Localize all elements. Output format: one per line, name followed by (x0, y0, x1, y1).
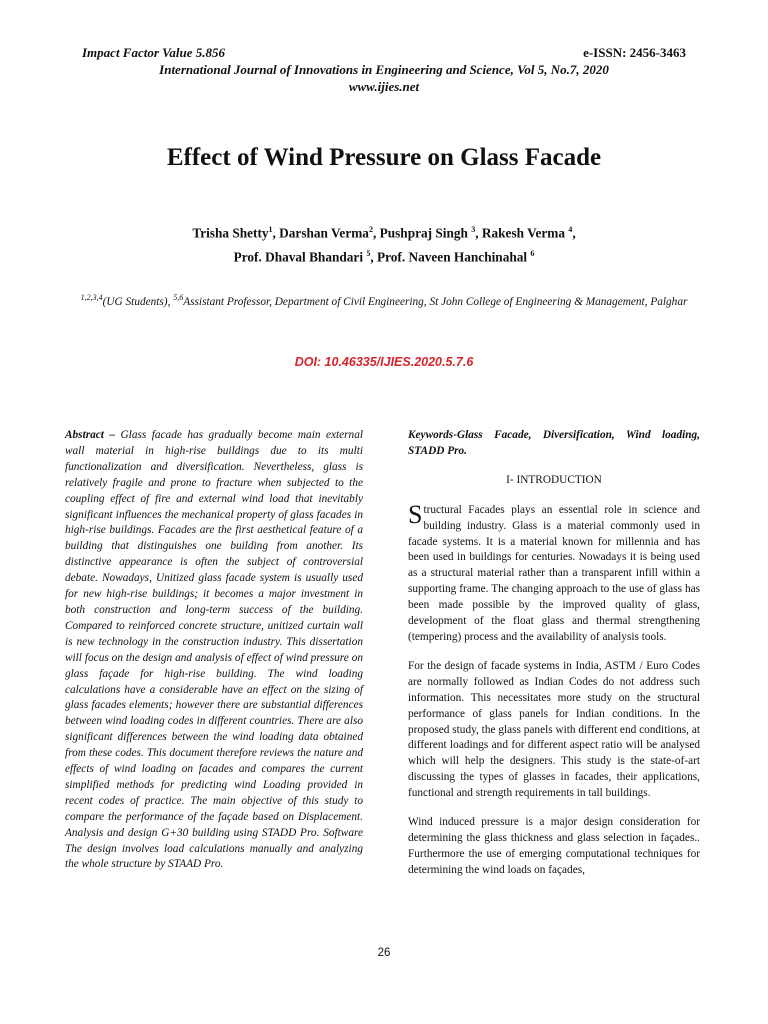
intro-paragraph: For the design of facade systems in India, ASTM / Euro Codes are normally followed as Indian Codes do not address such information. This necessitates more study on the structural performance of glass panels for Indian conditions. In the proposed study, the glass panels with different end conditions, at different loadings and for different aspect ratio will be analysed which will help the designers. This study is the state-of-art discussing the types of glasses in facades, their applications, functional and strength requirements in tall buildings. (408, 659, 700, 800)
author-name: , Prof. Naveen Hanchinahal (370, 249, 531, 265)
author-separator: , (572, 225, 576, 241)
author-superscript: 4 (568, 225, 573, 234)
journal-header (82, 44, 686, 95)
affiliation (60, 290, 708, 310)
affiliation-superscript: 1,2,3,4 (80, 293, 103, 302)
doi-link[interactable]: DOI: 10.46335/IJIES.2020.5.7.6 (294, 355, 474, 369)
author-name: , Rakesh Verma (475, 225, 569, 241)
section-heading: I- INTRODUCTION (506, 473, 602, 486)
affiliation-text: Assistant Professor, Department of Civil Engineering, St John College of Engineering & Management, Palghar (183, 295, 688, 308)
author-superscript: 3 (471, 225, 476, 234)
author-superscript: 2 (368, 225, 373, 234)
page-number: 26 (377, 947, 391, 959)
author-superscript: 6 (530, 249, 535, 259)
intro-paragraph: Wind induced pressure is a major design consideration for determining the glass thickness and glass selection in façades.. Furthermore the use of emerging computational techniques for determining the wind loads on façades, (408, 816, 700, 876)
abstract-label: Abstract – (65, 429, 116, 441)
author-superscript: 5 (366, 249, 371, 259)
author-name: Trisha Shetty (192, 225, 269, 241)
paper-title: Effect of Wind Pressure on Glass Facade (166, 144, 602, 171)
author-name: , Pushpraj Singh (372, 225, 472, 241)
abstract (65, 428, 363, 873)
journal-name: International Journal of Innovations in Engineering and Science, Vol 5, No.7, 2020 (159, 62, 609, 77)
impact-factor: Impact Factor Value 5.856 (82, 45, 226, 60)
issn: e-ISSN: 2456-3463 (583, 45, 686, 60)
author-list (60, 219, 708, 268)
author-name: Prof. Dhaval Bhandari (233, 249, 367, 265)
intro-paragraph-text: tructural Facades plays an essential role in science and building industry. Glass is a material commonly used in facade systems. It is a material known for millennia and has been used in buildings for centuries. Nowadays it is being used as a structural material rather than a transparent infill within a supporting frame. The changing approach to the use of glass has been made possible by the improved quality of glass, development of the float glass and thermal strengthening (tempering) process and the availability of analysis tools. (408, 503, 700, 643)
author-name: , Darshan Verma (272, 225, 369, 241)
affiliation-text: (UG Students), (102, 295, 174, 308)
abstract-text: Glass facade has gradually become main external wall material in high-rise buildings due to its multi functionalization and diversification. Nevertheless, glass is relatively fragile and prone to fracture when subjected to the coupling effect of fire and external wind load that inevitably significant influences the mechanical property of glass facades in high-rise buildings. Facades are the first aesthetical feature of a building that distinguishes one building from another. Its distinctive appearance is often the subject of controversial debate. Nowadays, Unitized glass facade system is usually used for new high-rise buildings; it becomes a major investment in both construction and long-term success of the building. Compared to reinforced concrete structure, unitized curtain wall is new technology in the construction industry. This dissertation will focus on the design and analysis of effect of wind pressure on glass façade for high-rise building. The wind loading calculations have a considerable have an effect on the sizing of glass facades elements; however there are substantial differences between wind loading codes in different countries. There are also significant differences between the wind loading data obtained from these codes. This document therefore reviews the nature and effects of wind loading on facades and compares the current simplified methods for predicting wind Loading provided in recent codes of practice. The main objective of this study to compare the performance of the façade based on Displacement. Analysis and design G+30 building using STADD Pro. Software The design involves load calculations manually and analyzing the whole structure by STAAD Pro. (65, 429, 363, 871)
drop-cap: S (408, 499, 423, 529)
author-superscript: 1 (268, 225, 273, 234)
intro-paragraph (408, 499, 700, 646)
right-column (408, 428, 700, 892)
journal-website[interactable]: www.ijies.net (348, 79, 420, 94)
affiliation-superscript: 5,6 (173, 293, 184, 302)
keywords: Keywords-Glass Facade, Diversification, Wind loading, STADD Pro. (408, 429, 700, 457)
